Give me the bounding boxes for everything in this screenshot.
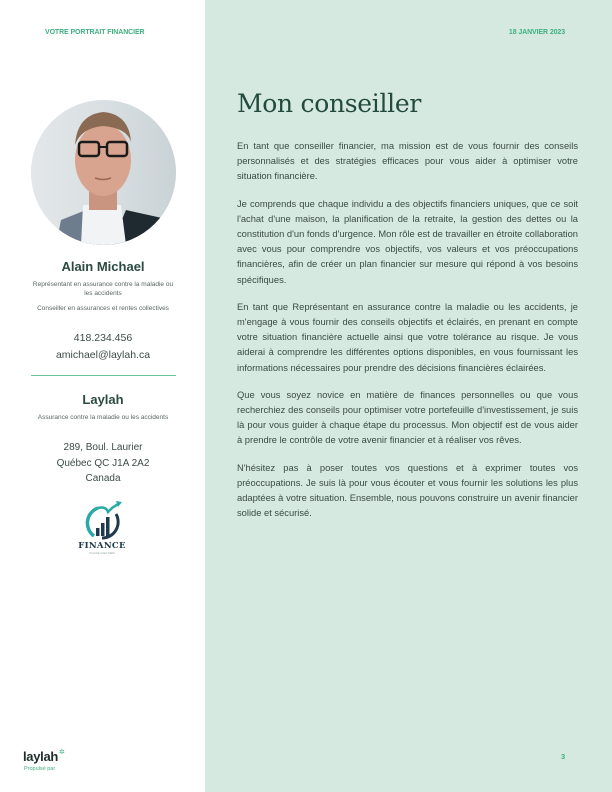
company-address xyxy=(30,440,176,487)
address-line-2: Québec QC J1A 2A2 xyxy=(56,457,150,469)
page-title: Mon conseiller xyxy=(237,89,422,118)
company-name: Laylah xyxy=(82,392,124,407)
company-logo xyxy=(72,500,132,556)
section-label: VOTRE PORTRAIT FINANCIER xyxy=(45,29,145,36)
paragraph: En tant que conseiller financier, ma mission est de vous fournir des conseils personnalisés et des stratégies efficaces pour vous aider à optimiser votre situation financière. xyxy=(237,141,578,182)
advisor-title-1: Représentant en assurance contre la maladie ou les accidents xyxy=(32,281,174,297)
logo-tagline: TAGLINE GOES HERE xyxy=(88,552,116,555)
paragraph: N'hésitez pas à poser toutes vos questions et à exprimer toutes vos préoccupations. Je suis là pour vous écouter et vous fournir les solutions les plus adaptées à votre situation. Ensemble, nous pouvons construire un avenir financier solide et sécurisé. xyxy=(237,462,578,519)
sidebar-divider xyxy=(31,375,176,376)
address-line-3: Canada xyxy=(85,473,121,484)
footer-brand: laylah xyxy=(23,749,59,764)
advisor-title-2: Conseiller en assurances et rentes collectives xyxy=(37,305,169,312)
advisor-email[interactable]: amichael@laylah.ca xyxy=(55,349,151,361)
advisor-photo xyxy=(31,100,176,245)
paragraph: En tant que Représentant en assurance contre la maladie ou les accidents, je m'engage à vous fournir des conseils objectifs et éclairés, en prenant en compte votre situation financière actuelle ainsi que votre tolérance au risque. Je vous aiderai à comprendre les différentes options disponibles, en vous fournissant les informations nécessaires pour prendre des décisions financières éclairées. xyxy=(237,301,578,373)
brand-flower-icon: ✲ xyxy=(59,749,65,756)
document-date: 18 JANVIER 2023 xyxy=(508,29,565,36)
logo-wordmark: FINANCE xyxy=(78,541,126,551)
advisor-portrait-icon xyxy=(31,100,176,245)
paragraph: Que vous soyez novice en matière de finances personnelles ou que vous recherchiez des conseils pour optimiser votre portefeuille d'investissement, je suis là pour vous guider à chaque étape du processus. Mon objectif est de vous aider à prendre le contrôle de votre avenir financier et à réaliser vos rêves. xyxy=(237,389,578,446)
page-number: 3 xyxy=(561,752,566,761)
advisor-description xyxy=(237,139,578,533)
paragraph: Je comprends que chaque individu a des objectifs financiers uniques, que ce soit l'achat d'une maison, la planification de la retraite, la gestion des dettes ou la constitution d'un fonds d'urgence. Mon rôle est de travailler en étroite collaboration avec vous pour comprendre vos objectifs, vos valeurs et vos préoccupations financières, afin de créer un plan financier sur mesure qui répond à vos besoins spécifiques. xyxy=(237,198,578,285)
finance-growth-icon xyxy=(72,500,132,542)
advisor-name: Alain Michael xyxy=(61,259,145,274)
address-line-1: 289, Boul. Laurier xyxy=(63,442,143,453)
footer-tagline: Propulsé par xyxy=(24,766,56,772)
company-description: Assurance contre la maladie ou les accidents xyxy=(37,414,169,421)
advisor-phone[interactable]: 418.234.456 xyxy=(73,332,133,344)
